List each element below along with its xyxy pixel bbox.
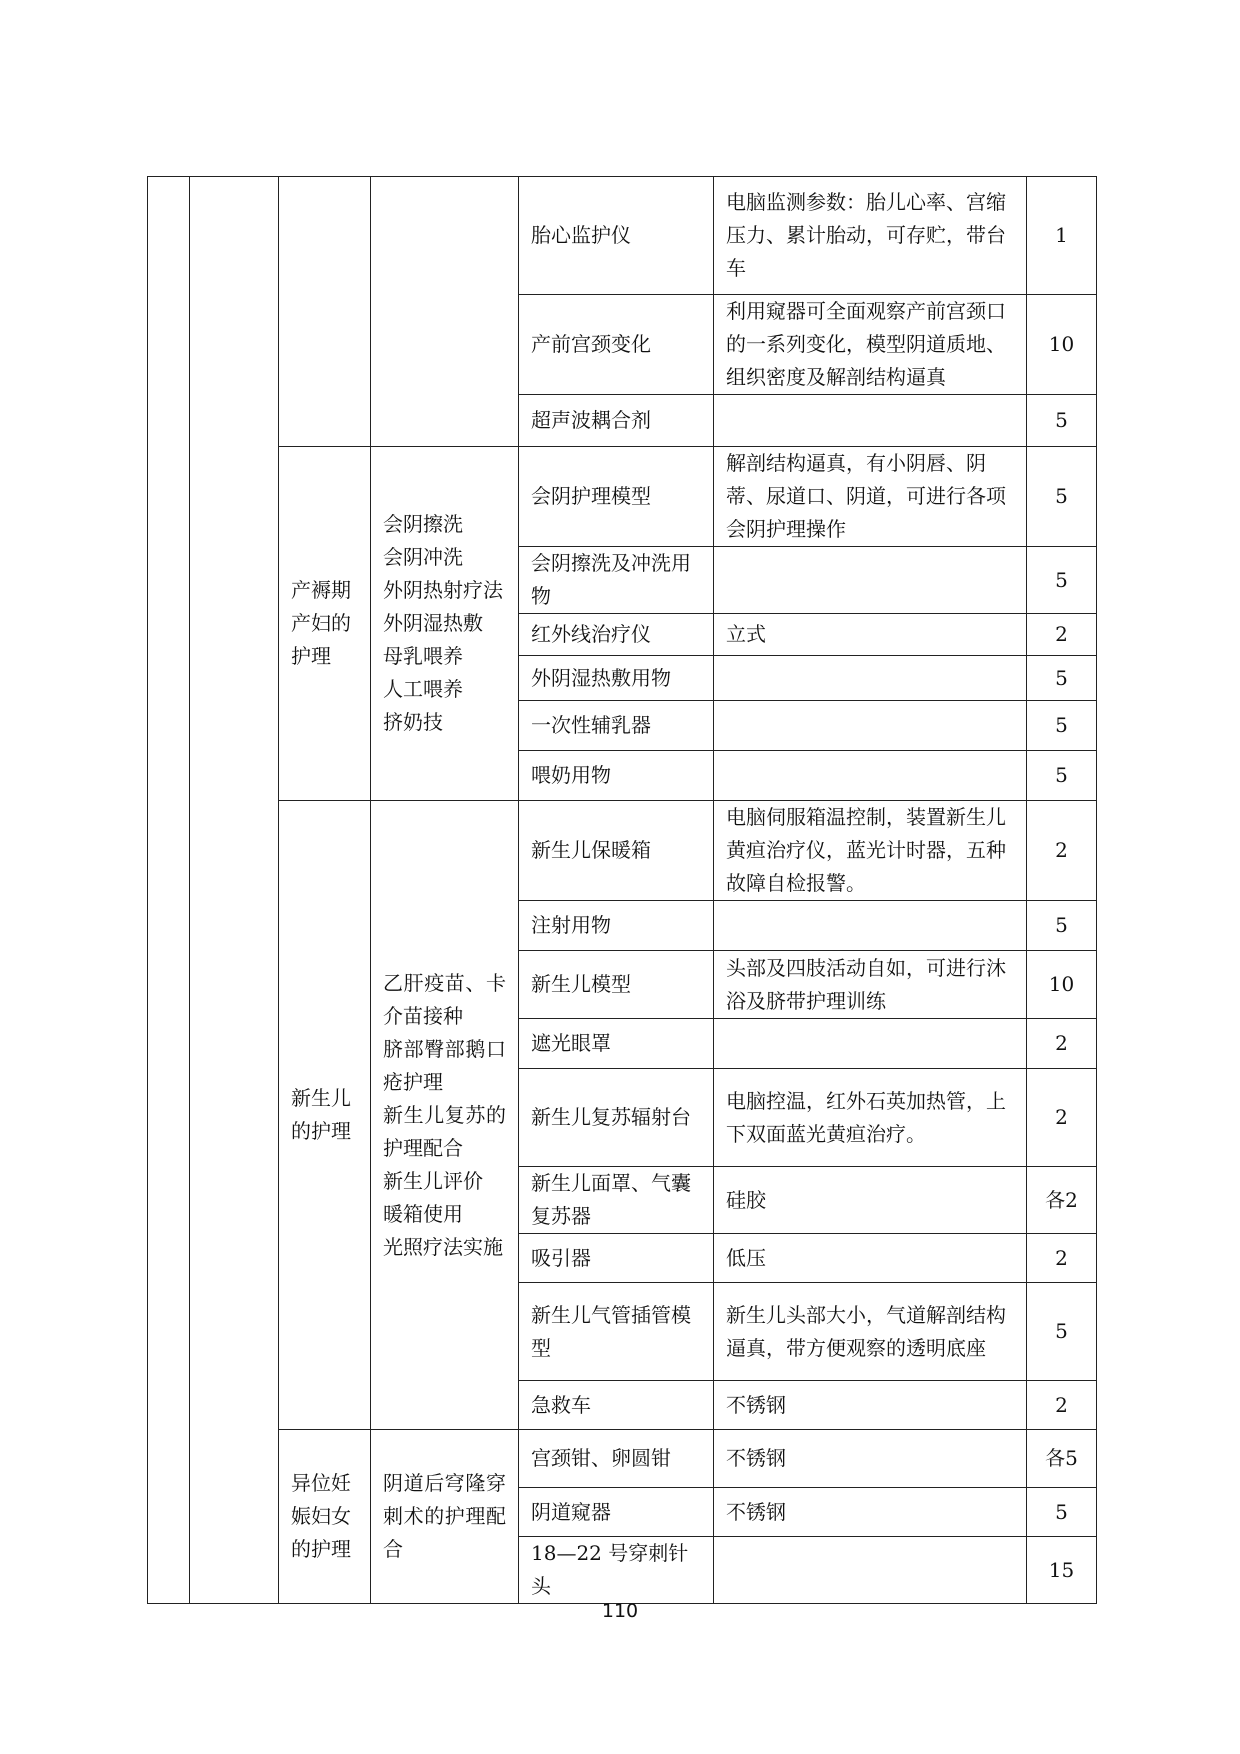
item-qty: 2 (1027, 801, 1097, 901)
item-spec: 新生儿头部大小，气道解剖结构逼真，带方便观察的透明底座 (714, 1283, 1027, 1381)
task-cell (371, 801, 519, 1430)
item-spec: 不锈钢 (714, 1488, 1027, 1537)
task-item: 光照疗法实施 (383, 1234, 503, 1259)
table-body (148, 177, 1097, 1604)
item-name: 18—22 号穿刺针头 (519, 1537, 714, 1604)
item-name: 会阴擦洗及冲洗用物 (519, 547, 714, 614)
item-qty: 5 (1027, 1488, 1097, 1537)
item-spec: 不锈钢 (714, 1381, 1027, 1430)
item-spec (714, 395, 1027, 447)
item-qty: 1 (1027, 177, 1097, 295)
item-spec (714, 1537, 1027, 1604)
item-name: 新生儿模型 (519, 951, 714, 1019)
task-item: 会阴冲洗 (383, 545, 463, 569)
item-name: 遮光眼罩 (519, 1019, 714, 1069)
item-spec: 立式 (714, 614, 1027, 656)
item-qty: 5 (1027, 547, 1097, 614)
item-qty: 各5 (1027, 1430, 1097, 1488)
task-cell (371, 1430, 519, 1604)
item-spec (714, 547, 1027, 614)
page-number: 110 (601, 1600, 639, 1622)
item-name: 宫颈钳、卵圆钳 (519, 1430, 714, 1488)
item-name: 新生儿复苏辐射台 (519, 1069, 714, 1167)
item-name: 一次性辅乳器 (519, 701, 714, 751)
table-row (148, 801, 1097, 901)
item-name: 产前宫颈变化 (519, 295, 714, 395)
item-name: 喂奶用物 (519, 751, 714, 801)
item-name: 注射用物 (519, 901, 714, 951)
task-item: 新生儿复苏的护理配合 (383, 1102, 506, 1160)
item-qty: 2 (1027, 1381, 1097, 1430)
item-qty: 5 (1027, 751, 1097, 801)
table-row (148, 447, 1097, 547)
table-row (148, 1430, 1097, 1488)
item-qty: 2 (1027, 1234, 1097, 1283)
item-spec: 电脑伺服箱温控制，装置新生儿黄疸治疗仪，蓝光计时器，五种故障自检报警。 (714, 801, 1027, 901)
task-item: 母乳喂养 (383, 644, 463, 668)
equipment-table (147, 176, 1097, 1604)
item-name: 新生儿气管插管模型 (519, 1283, 714, 1381)
item-qty: 5 (1027, 395, 1097, 447)
table-row (148, 177, 1097, 295)
task-item: 暖箱使用 (383, 1201, 463, 1226)
task-item: 阴道后穹隆穿刺术的护理配合 (383, 1471, 506, 1561)
task-item: 脐部臀部鹅口疮护理 (383, 1036, 506, 1094)
item-name: 新生儿保暖箱 (519, 801, 714, 901)
item-spec: 低压 (714, 1234, 1027, 1283)
project-cell: 新生儿的护理 (279, 801, 371, 1430)
item-spec: 利用窥器可全面观察产前宫颈口的一系列变化，模型阴道质地、组织密度及解剖结构逼真 (714, 295, 1027, 395)
task-item: 挤奶技 (383, 710, 443, 734)
item-qty: 2 (1027, 1019, 1097, 1069)
item-qty: 2 (1027, 1069, 1097, 1167)
blank-col-2 (190, 177, 279, 1604)
task-item: 会阴擦洗 (383, 512, 463, 536)
task-item: 人工喂养 (383, 677, 463, 701)
item-name: 超声波耦合剂 (519, 395, 714, 447)
item-qty: 10 (1027, 295, 1097, 395)
item-spec (714, 1019, 1027, 1069)
task-item: 外阴热射疗法 (383, 578, 503, 602)
item-qty: 各2 (1027, 1167, 1097, 1234)
item-name: 外阴湿热敷用物 (519, 656, 714, 701)
project-cell (279, 177, 371, 447)
item-spec: 电脑控温，红外石英加热管，上下双面蓝光黄疸治疗。 (714, 1069, 1027, 1167)
item-name: 胎心监护仪 (519, 177, 714, 295)
item-spec (714, 751, 1027, 801)
item-name: 新生儿面罩、气囊复苏器 (519, 1167, 714, 1234)
task-cell (371, 447, 519, 801)
item-qty: 2 (1027, 614, 1097, 656)
item-qty: 5 (1027, 656, 1097, 701)
item-qty: 5 (1027, 447, 1097, 547)
item-qty: 10 (1027, 951, 1097, 1019)
task-item: 乙肝疫苗、卡介苗接种 (383, 970, 506, 1028)
item-qty: 5 (1027, 701, 1097, 751)
item-name: 会阴护理模型 (519, 447, 714, 547)
item-spec: 电脑监测参数：胎儿心率、宫缩压力、累计胎动，可存贮，带台车 (714, 177, 1027, 295)
item-qty: 15 (1027, 1537, 1097, 1604)
item-name: 急救车 (519, 1381, 714, 1430)
task-cell (371, 177, 519, 447)
task-item: 外阴湿热敷 (383, 611, 483, 635)
item-qty: 5 (1027, 901, 1097, 951)
item-spec: 硅胶 (714, 1167, 1027, 1234)
item-qty: 5 (1027, 1283, 1097, 1381)
item-name: 红外线治疗仪 (519, 614, 714, 656)
item-name: 阴道窥器 (519, 1488, 714, 1537)
item-spec (714, 656, 1027, 701)
item-spec (714, 901, 1027, 951)
blank-col-1 (148, 177, 190, 1604)
item-spec: 头部及四肢活动自如，可进行沐浴及脐带护理训练 (714, 951, 1027, 1019)
project-cell: 产褥期产妇的护理 (279, 447, 371, 801)
task-item: 新生儿评价 (383, 1168, 483, 1193)
item-spec: 解剖结构逼真，有小阴唇、阴蒂、尿道口、阴道，可进行各项会阴护理操作 (714, 447, 1027, 547)
item-name: 吸引器 (519, 1234, 714, 1283)
item-spec: 不锈钢 (714, 1430, 1027, 1488)
item-spec (714, 701, 1027, 751)
project-cell: 异位妊娠妇女的护理 (279, 1430, 371, 1604)
